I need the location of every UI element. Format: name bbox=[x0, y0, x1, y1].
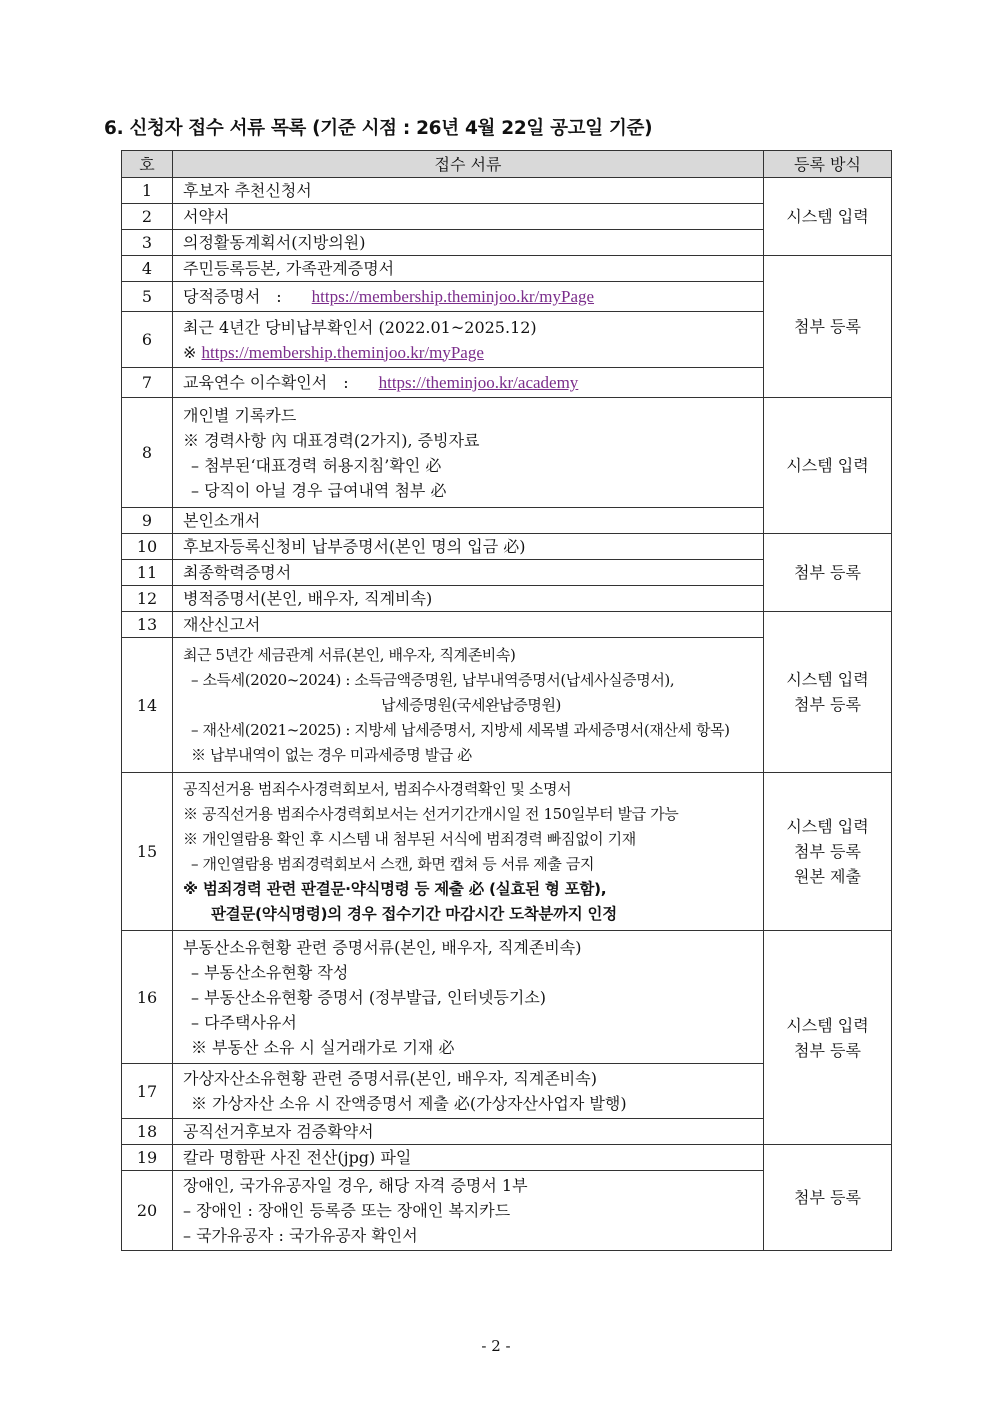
row-doc-line: 가상자산소유현황 관련 증명서류(본인, 배우자, 직계존비속) bbox=[183, 1069, 597, 1088]
row-number: 18 bbox=[122, 1119, 173, 1145]
row-doc-line: 최근 5년간 세금관계 서류(본인, 배우자, 직계존비속) bbox=[183, 645, 516, 664]
method-label: 시스템 입력 bbox=[786, 207, 869, 226]
document-table bbox=[121, 150, 892, 1251]
row-doc: 주민등록등본, 가족관계증명서 bbox=[173, 256, 764, 282]
row-doc bbox=[173, 398, 764, 508]
row-number: 11 bbox=[122, 560, 173, 586]
row-number: 7 bbox=[122, 368, 173, 398]
header-no: 호 bbox=[122, 151, 173, 178]
table-row bbox=[122, 534, 892, 560]
method-cell bbox=[764, 178, 892, 256]
method-cell bbox=[764, 1145, 892, 1251]
row-doc-line: – 개인열람용 범죄경력회보서 스캔, 화면 캡쳐 등 서류 제출 금지 bbox=[191, 854, 595, 873]
method-cell bbox=[764, 398, 892, 534]
method-label: 시스템 입력 bbox=[786, 670, 869, 689]
row-doc-line: ※ 경력사항 內 대표경력(2가지), 증빙자료 bbox=[183, 430, 480, 450]
row-number: 15 bbox=[122, 773, 173, 931]
row-doc-line: – 소득세(2020~2024) : 소득금액증명원, 납부내역증명서(납세사실증명서), bbox=[191, 670, 675, 689]
header-docs: 접수 서류 bbox=[173, 151, 764, 178]
row-number: 13 bbox=[122, 612, 173, 638]
row-doc: 후보자 추천신청서 bbox=[173, 178, 764, 204]
row-doc-line: – 당직이 아닐 경우 급여내역 첨부 必 bbox=[191, 480, 447, 500]
table-row bbox=[122, 773, 892, 931]
method-label: 시스템 입력 bbox=[786, 456, 869, 475]
row-doc bbox=[173, 1171, 764, 1251]
row-number: 14 bbox=[122, 638, 173, 773]
row-number: 10 bbox=[122, 534, 173, 560]
row-doc: 재산신고서 bbox=[173, 612, 764, 638]
method-cell bbox=[764, 931, 892, 1145]
row-number: 2 bbox=[122, 204, 173, 230]
row-doc-line: 공직선거용 범죄수사경력회보서, 범죄수사경력확인 및 소명서 bbox=[183, 779, 572, 798]
header-method: 등록 방식 bbox=[764, 151, 892, 178]
method-cell bbox=[764, 534, 892, 612]
row-doc-line: – 부동산소유현황 증명서 (정부발급, 인터넷등기소) bbox=[191, 987, 547, 1007]
table-row bbox=[122, 256, 892, 282]
row-number: 1 bbox=[122, 178, 173, 204]
academy-link[interactable]: https://theminjoo.kr/academy bbox=[378, 373, 579, 392]
membership-link[interactable]: https://membership.theminjoo.kr/myPage bbox=[311, 287, 595, 306]
row-number: 20 bbox=[122, 1171, 173, 1251]
section-title: 6. 신청자 접수 서류 목록 (기준 시점 : 26년 4월 22일 공고일 기준) bbox=[104, 118, 653, 139]
row-doc-line: 최근 4년간 당비납부확인서 (2022.01~2025.12) bbox=[183, 317, 537, 337]
row-doc-line: ※ 범죄경력 관련 판결문·약식명령 등 제출 必 (실효된 형 포함), bbox=[183, 879, 607, 898]
row-doc-line: – 장애인 : 장애인 등록증 또는 장애인 복지카드 bbox=[183, 1201, 511, 1220]
row-doc-line: 부동산소유현황 관련 증명서류(본인, 배우자, 직계존비속) bbox=[183, 937, 582, 957]
row-doc-line: ※ 납부내역이 없는 경우 미과세증명 발급 必 bbox=[191, 745, 472, 764]
table-row bbox=[122, 398, 892, 508]
row-doc: 서약서 bbox=[173, 204, 764, 230]
table-header bbox=[122, 151, 892, 178]
method-label: 첨부 등록 bbox=[794, 317, 861, 336]
row-doc-line: 판결문(약식명령)의 경우 접수기간 마감시간 도착분까지 인정 bbox=[211, 904, 617, 923]
method-label: 원본 제출 bbox=[794, 867, 861, 886]
method-label: 첨부 등록 bbox=[794, 563, 861, 582]
membership-link[interactable]: https://membership.theminjoo.kr/myPage bbox=[201, 342, 484, 362]
row-doc bbox=[173, 773, 764, 931]
method-label: 첨부 등록 bbox=[794, 1040, 861, 1060]
row-doc-line: – 국가유공자 : 국가유공자 확인서 bbox=[183, 1226, 418, 1245]
row-doc bbox=[173, 312, 764, 368]
row-doc-line: ※ 부동산 소유 시 실거래가로 기재 必 bbox=[191, 1037, 455, 1057]
row-doc bbox=[173, 282, 764, 312]
table-row bbox=[122, 1145, 892, 1171]
row-number: 16 bbox=[122, 931, 173, 1064]
row-doc: 의정활동계획서(지방의원) bbox=[173, 230, 764, 256]
row-doc: 병적증명서(본인, 배우자, 직계비속) bbox=[173, 586, 764, 612]
note-mark: ※ bbox=[183, 342, 197, 362]
method-label: 첨부 등록 bbox=[794, 842, 861, 861]
method-label: 첨부 등록 bbox=[794, 1188, 861, 1207]
row-doc-text: 당적증명서 : bbox=[183, 287, 282, 306]
table-row bbox=[122, 178, 892, 204]
row-number: 5 bbox=[122, 282, 173, 312]
row-doc bbox=[173, 1064, 764, 1119]
row-number: 4 bbox=[122, 256, 173, 282]
method-label: 시스템 입력 bbox=[786, 817, 869, 836]
method-cell bbox=[764, 256, 892, 398]
row-doc: 후보자등록신청비 납부증명서(본인 명의 입금 必) bbox=[173, 534, 764, 560]
row-doc-line: – 부동산소유현황 작성 bbox=[191, 962, 349, 982]
row-number: 12 bbox=[122, 586, 173, 612]
row-doc: 공직선거후보자 검증확약서 bbox=[173, 1119, 764, 1145]
row-doc-text: 교육연수 이수확인서 : bbox=[183, 373, 349, 392]
row-doc-line: – 첨부된‘대표경력 허용지침’확인 必 bbox=[191, 455, 442, 475]
row-number: 8 bbox=[122, 398, 173, 508]
row-doc: 본인소개서 bbox=[173, 508, 764, 534]
row-doc: 칼라 명함판 사진 전산(jpg) 파일 bbox=[173, 1145, 764, 1171]
row-doc-line: ※ 공직선거용 범죄수사경력회보서는 선거기간개시일 전 150일부터 발급 가능 bbox=[183, 804, 679, 823]
row-doc-line: ※ 가상자산 소유 시 잔액증명서 제출 必(가상자산사업자 발행) bbox=[191, 1094, 627, 1113]
row-doc: 최종학력증명서 bbox=[173, 560, 764, 586]
method-label: 첨부 등록 bbox=[794, 695, 861, 714]
row-number: 9 bbox=[122, 508, 173, 534]
row-doc-line bbox=[183, 340, 763, 365]
page-number: - 2 - bbox=[481, 1337, 511, 1355]
row-number: 6 bbox=[122, 312, 173, 368]
method-cell bbox=[764, 612, 892, 773]
row-doc-line: – 다주택사유서 bbox=[191, 1012, 297, 1032]
table-row bbox=[122, 931, 892, 1064]
row-doc-line: 개인별 기록카드 bbox=[183, 405, 297, 425]
method-label: 시스템 입력 bbox=[786, 1015, 869, 1035]
row-number: 3 bbox=[122, 230, 173, 256]
row-number: 19 bbox=[122, 1145, 173, 1171]
row-number: 17 bbox=[122, 1064, 173, 1119]
row-doc bbox=[173, 931, 764, 1064]
table-row bbox=[122, 612, 892, 638]
row-doc-line: – 재산세(2021~2025) : 지방세 납세증명서, 지방세 세목별 과세증명서(재산세 항목) bbox=[191, 720, 730, 739]
row-doc-line: 장애인, 국가유공자일 경우, 해당 자격 증명서 1부 bbox=[183, 1176, 528, 1195]
row-doc bbox=[173, 368, 764, 398]
row-doc-line: 납세증명원(국세완납증명원) bbox=[381, 695, 561, 714]
row-doc-line: ※ 개인열람용 확인 후 시스템 내 첨부된 서식에 범죄경력 빠짐없이 기재 bbox=[183, 829, 636, 848]
row-doc bbox=[173, 638, 764, 773]
method-cell bbox=[764, 773, 892, 931]
